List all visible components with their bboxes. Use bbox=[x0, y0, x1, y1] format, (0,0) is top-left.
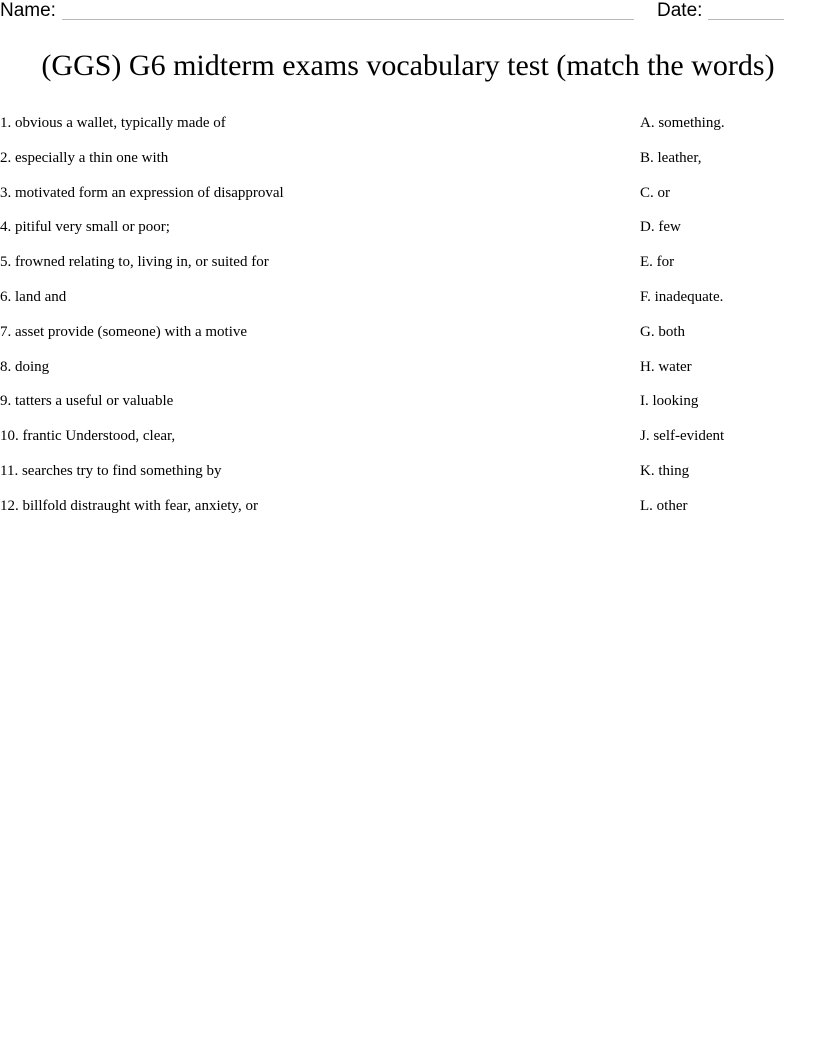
question-item: 8. doing bbox=[0, 358, 50, 375]
question-item: 4. pitiful very small or poor; bbox=[0, 219, 170, 236]
question-item: 5. frowned relating to, living in, or suited for bbox=[0, 254, 269, 271]
question-item: 10. frantic Understood, clear, bbox=[0, 428, 176, 445]
answer-item: A. something. bbox=[640, 115, 725, 131]
answer-item: C. or bbox=[640, 184, 670, 201]
answer-item: L. other bbox=[640, 497, 688, 514]
question-item: 3. motivated form an expression of disapproval bbox=[0, 184, 284, 201]
answer-item: B. leather, bbox=[640, 149, 702, 166]
answer-item: I. looking bbox=[640, 393, 699, 410]
answer-item: E. for bbox=[640, 254, 675, 271]
question-item: 1. obvious a wallet, typically made of bbox=[0, 115, 226, 131]
answer-item: D. few bbox=[640, 219, 681, 236]
question-item: 11. searches try to find something by bbox=[0, 462, 222, 479]
question-item: 9. tatters a useful or valuable bbox=[0, 393, 174, 410]
answer-item: H. water bbox=[640, 358, 692, 375]
date-label: Date: bbox=[657, 0, 703, 21]
question-item: 6. land and bbox=[0, 288, 67, 305]
header bbox=[0, 0, 816, 30]
answer-item: J. self-evident bbox=[640, 428, 725, 445]
answer-item: G. both bbox=[640, 323, 685, 340]
answer-list bbox=[640, 114, 810, 532]
question-list bbox=[0, 114, 620, 532]
page-title: (GGS) G6 midterm exams vocabulary test (match the words) bbox=[41, 49, 775, 82]
name-label: Name: bbox=[0, 0, 56, 21]
date-field[interactable] bbox=[708, 0, 784, 20]
name-field[interactable] bbox=[62, 0, 634, 20]
answer-item: F. inadequate. bbox=[640, 288, 724, 305]
question-item: 12. billfold distraught with fear, anxiety, or bbox=[0, 497, 258, 514]
question-item: 2. especially a thin one with bbox=[0, 149, 169, 166]
answer-item: K. thing bbox=[640, 462, 690, 479]
question-item: 7. asset provide (someone) with a motive bbox=[0, 323, 248, 340]
